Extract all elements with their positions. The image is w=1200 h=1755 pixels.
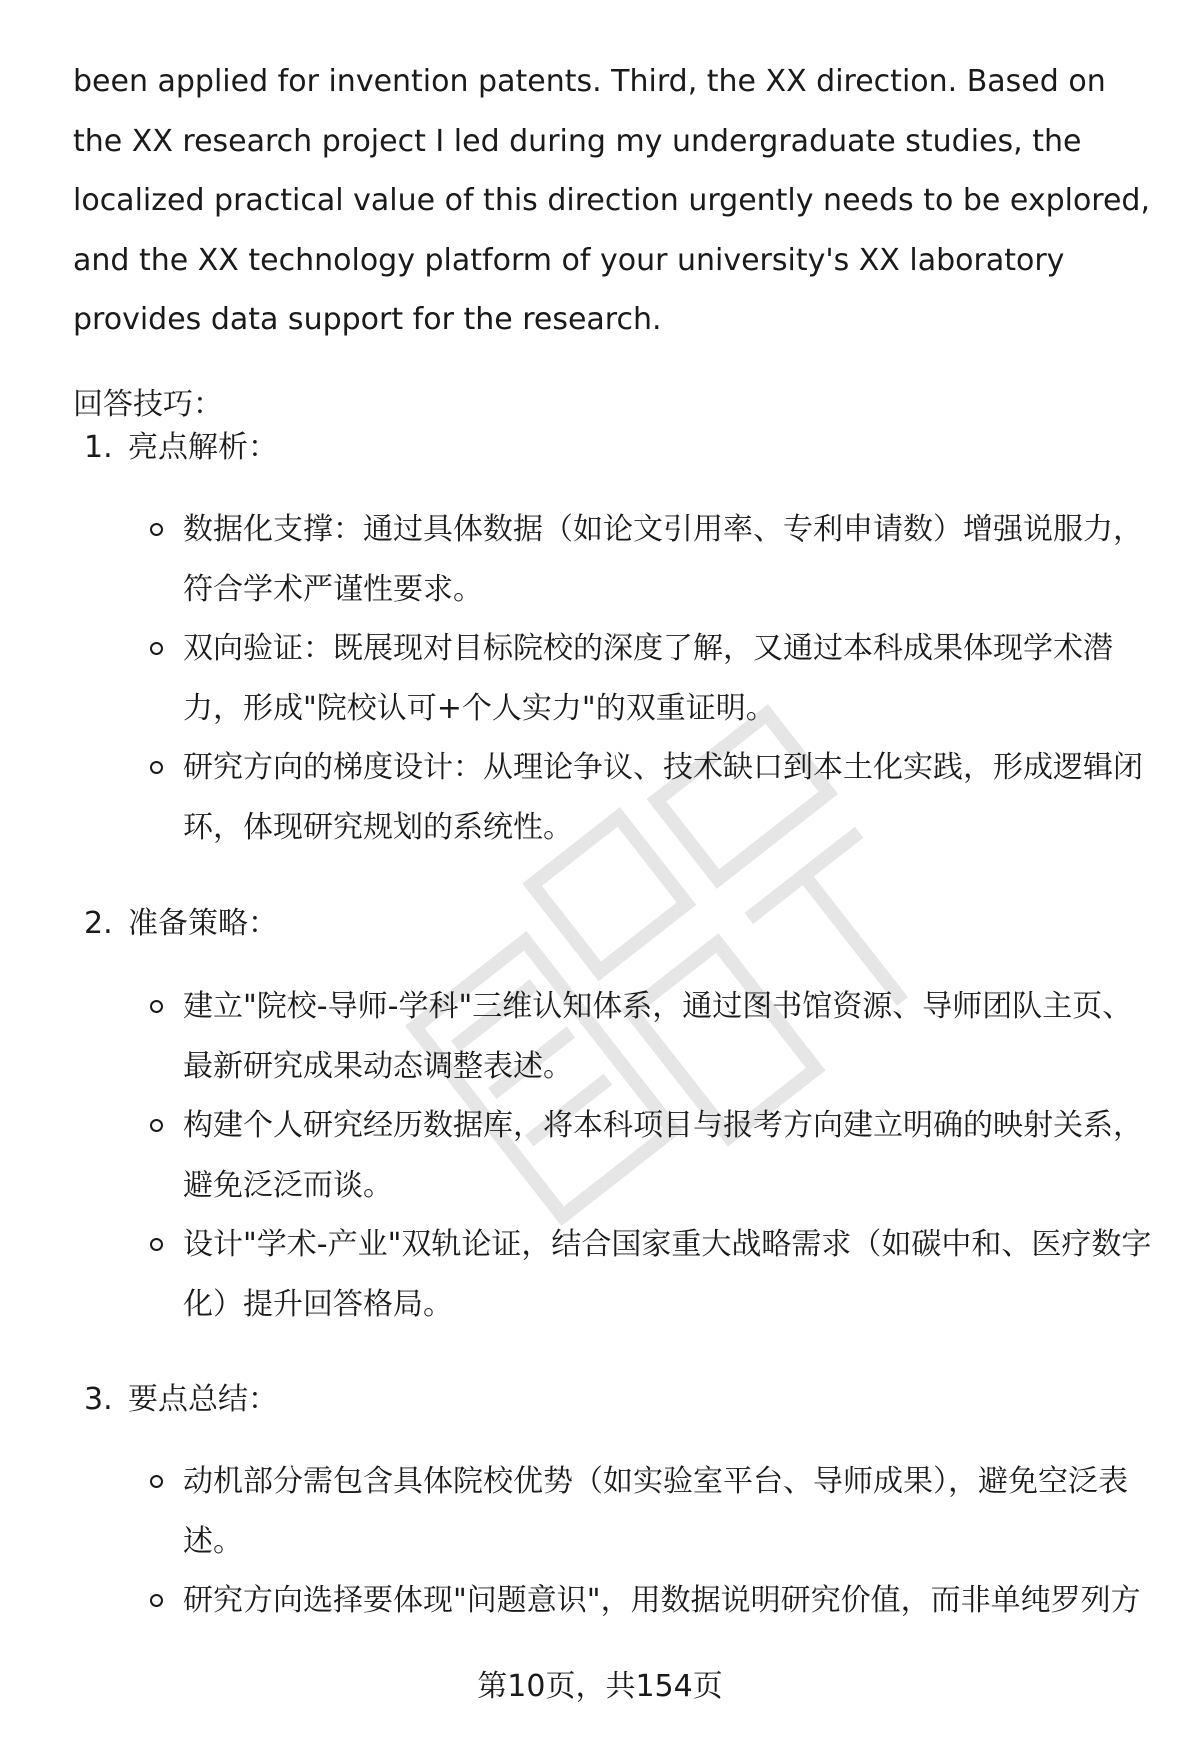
hollow-bullet-icon [150, 1000, 163, 1013]
list-item-text: 动机部分需包含具体院校优势（如实验室平台、导师成果），避免空泛表述。 [183, 1464, 1128, 1559]
section-number: 1. [84, 430, 113, 465]
hollow-bullet-icon [150, 1119, 163, 1132]
list-item [150, 1096, 1160, 1215]
list-item [150, 1215, 1160, 1334]
section-number: 2. [84, 906, 113, 941]
list-item [150, 1571, 1160, 1631]
bullet-list [150, 977, 1160, 1334]
bullet-list [150, 1452, 1160, 1631]
list-item [150, 500, 1160, 619]
list-item [150, 738, 1160, 857]
hollow-bullet-icon [150, 642, 163, 655]
list-item [150, 619, 1160, 738]
bullet-list [150, 500, 1160, 857]
list-item-text: 数据化支撑：通过具体数据（如论文引用率、专利申请数）增强说服力，符合学术严谨性要求。 [183, 512, 1143, 607]
section-title-text: 要点总结： [128, 1382, 278, 1417]
section-title [84, 1380, 278, 1420]
section-title [84, 904, 278, 944]
list-item-text: 构建个人研究经历数据库，将本科项目与报考方向建立明确的映射关系，避免泛泛而谈。 [183, 1108, 1143, 1203]
section-number: 3. [84, 1382, 113, 1417]
list-item-text: 研究方向的梯度设计：从理论争议、技术缺口到本土化实践，形成逻辑闭环，体现研究规划的系统性。 [183, 750, 1143, 845]
hollow-bullet-icon [150, 761, 163, 774]
list-item [150, 1452, 1160, 1571]
list-item [150, 977, 1160, 1096]
answer-tips-heading: 回答技巧： [73, 387, 223, 422]
section-title-text: 准备策略： [128, 906, 278, 941]
intro-paragraph: been applied for invention patents. Third, the XX direction. Based on the XX research project I led during my undergraduate studies, the localized practical value of this direction urgently needs to be explored, and the XX technology platform of your university's XX laboratory provides data support for the research. [73, 64, 1151, 337]
page-footer: 第10页，共154页 [477, 1669, 723, 1704]
list-item-text: 双向验证：既展现对目标院校的深度了解，又通过本科成果体现学术潜力，形成"院校认可+个人实力"的双重证明。 [183, 631, 1113, 726]
list-item-text: 设计"学术-产业"双轨论证，结合国家重大战略需求（如碳中和、医疗数字化）提升回答格局。 [183, 1227, 1152, 1322]
list-item-text: 建立"院校-导师-学科"三维认知体系，通过图书馆资源、导师团队主页、最新研究成果动态调整表述。 [183, 989, 1133, 1084]
section-title-text: 亮点解析： [128, 430, 278, 465]
list-item-text: 研究方向选择要体现"问题意识"，用数据说明研究价值，而非单纯罗列方 [183, 1583, 1141, 1618]
hollow-bullet-icon [150, 1475, 163, 1488]
hollow-bullet-icon [150, 1238, 163, 1251]
hollow-bullet-icon [150, 1594, 163, 1607]
hollow-bullet-icon [150, 523, 163, 536]
section-title [84, 428, 278, 468]
